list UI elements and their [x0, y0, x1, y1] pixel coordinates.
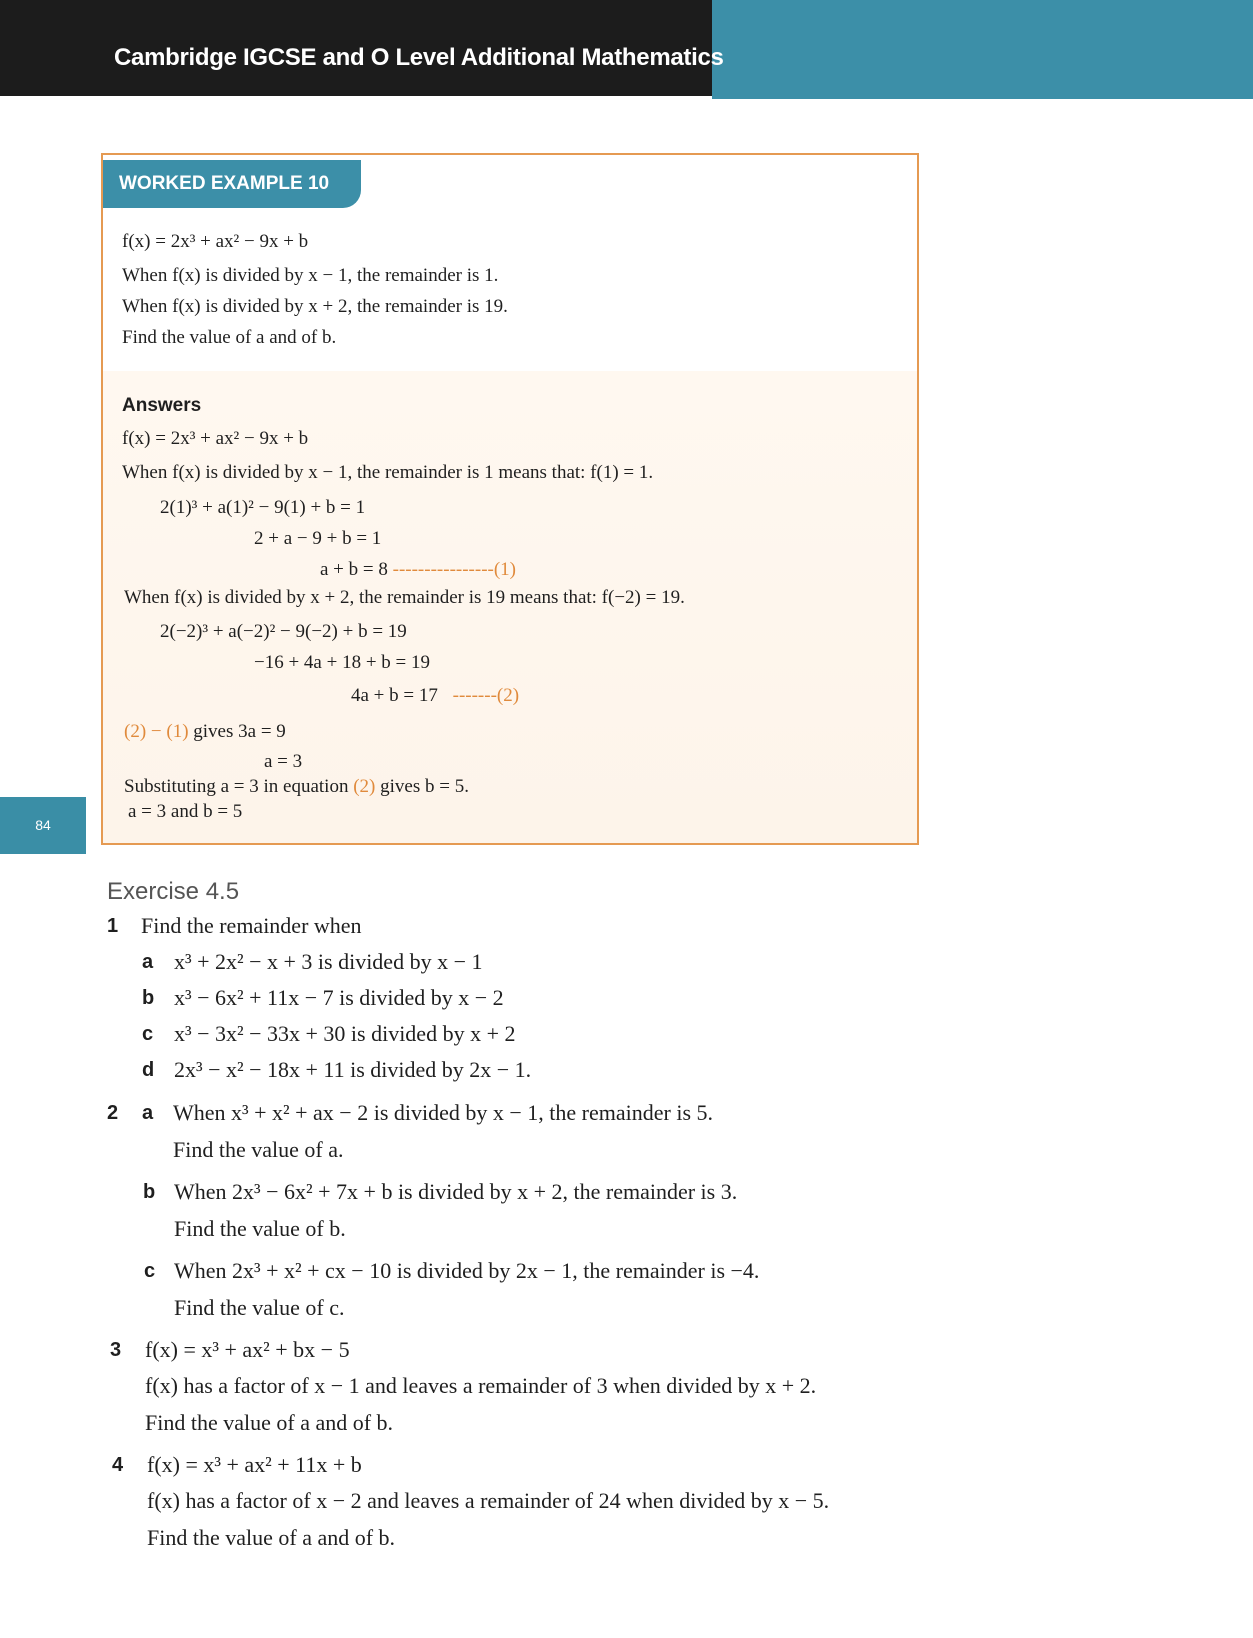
book-title: Cambridge IGCSE and O Level Additional Mathematics [114, 44, 724, 71]
answer-line: a = 3 and b = 5 [128, 801, 243, 822]
answer-line: 2(−2)³ + a(−2)² − 9(−2) + b = 19 [160, 621, 407, 642]
substitute-text: Substituting a = 3 in equation [124, 776, 349, 797]
question-text: f(x) = x³ + ax² + 11x + b [147, 1452, 362, 1477]
part-text: x³ − 6x² + 11x − 7 is divided by x − 2 [174, 985, 504, 1010]
equation-2-tag: -------(2) [452, 685, 520, 706]
question-text: Find the value of a and of b. [147, 1525, 396, 1550]
part-subtext: Find the value of c. [174, 1295, 345, 1320]
question-text: f(x) has a factor of x − 1 and leaves a remainder of 3 when divided by x + 2. [145, 1373, 817, 1398]
question-text: Find the value of a and of b. [145, 1410, 394, 1435]
part-text: When 2x³ − 6x² + 7x + b is divided by x + 2, the remainder is 3. [174, 1179, 738, 1204]
question-number: 2 [107, 1102, 119, 1124]
answer-line: a = 3 [264, 751, 303, 772]
part-letter: b [142, 987, 155, 1009]
part-text: When 2x³ + x² + cx − 10 is divided by 2x − 1, the remainder is −4. [174, 1258, 760, 1283]
page-number: 84 [0, 797, 86, 854]
part-letter: a [142, 951, 154, 973]
answer-line: f(x) = 2x³ + ax² − 9x + b [122, 428, 309, 449]
part-text: When x³ + x² + ax − 2 is divided by x − 1, the remainder is 5. [173, 1100, 713, 1125]
answer-line [124, 776, 469, 798]
answer-line [124, 721, 286, 743]
question-text: f(x) = x³ + ax² + bx − 5 [145, 1337, 350, 1362]
answer-line: −16 + 4a + 18 + b = 19 [254, 652, 431, 673]
example-question-line: f(x) = 2x³ + ax² − 9x + b [122, 231, 309, 252]
question-number: 3 [110, 1339, 122, 1361]
part-subtext: Find the value of b. [174, 1216, 346, 1241]
question-text: f(x) has a factor of x − 2 and leaves a remainder of 24 when divided by x − 5. [147, 1488, 830, 1513]
answer-line [320, 559, 516, 581]
question-number: 1 [107, 915, 119, 937]
part-letter: c [144, 1260, 156, 1282]
substitute-result: gives b = 5. [380, 776, 469, 797]
example-question-line: When f(x) is divided by x + 2, the remainder is 19. [122, 296, 508, 317]
subtract-result: gives 3a = 9 [193, 721, 286, 742]
part-letter: d [142, 1059, 155, 1081]
subtract-tag: (2) − (1) [124, 721, 189, 742]
answer-line: 2(1)³ + a(1)² − 9(1) + b = 1 [160, 497, 366, 518]
worked-example-box [101, 153, 919, 845]
substitute-tag: (2) [353, 776, 376, 797]
part-letter: b [143, 1181, 156, 1203]
answer-line: 2 + a − 9 + b = 1 [254, 528, 382, 549]
answers-heading: Answers [122, 395, 202, 416]
part-text: x³ − 3x² − 33x + 30 is divided by x + 2 [174, 1021, 516, 1046]
header-accent-bar [712, 0, 1253, 99]
part-text: 2x³ − x² − 18x + 11 is divided by 2x − 1. [174, 1057, 532, 1082]
part-letter: a [142, 1102, 154, 1124]
example-question-line: Find the value of a and of b. [122, 327, 337, 348]
part-letter: c [142, 1023, 154, 1045]
worked-example-label: WORKED EXAMPLE 10 [103, 160, 361, 208]
answer-line: When f(x) is divided by x − 1, the remainder is 1 means that: f(1) = 1. [122, 462, 654, 483]
question-text: Find the remainder when [141, 913, 362, 938]
example-question-line: When f(x) is divided by x − 1, the remainder is 1. [122, 265, 499, 286]
equation-1: a + b = 8 [320, 559, 388, 580]
question-number: 4 [112, 1454, 124, 1476]
part-text: x³ + 2x² − x + 3 is divided by x − 1 [174, 949, 483, 974]
equation-1-tag: ----------------(1) [392, 559, 517, 580]
equation-2: 4a + b = 17 [351, 685, 438, 706]
answer-line [351, 685, 519, 707]
exercise-title: Exercise 4.5 [107, 878, 240, 905]
answer-line: When f(x) is divided by x + 2, the remainder is 19 means that: f(−2) = 19. [124, 587, 685, 608]
part-subtext: Find the value of a. [173, 1137, 344, 1162]
